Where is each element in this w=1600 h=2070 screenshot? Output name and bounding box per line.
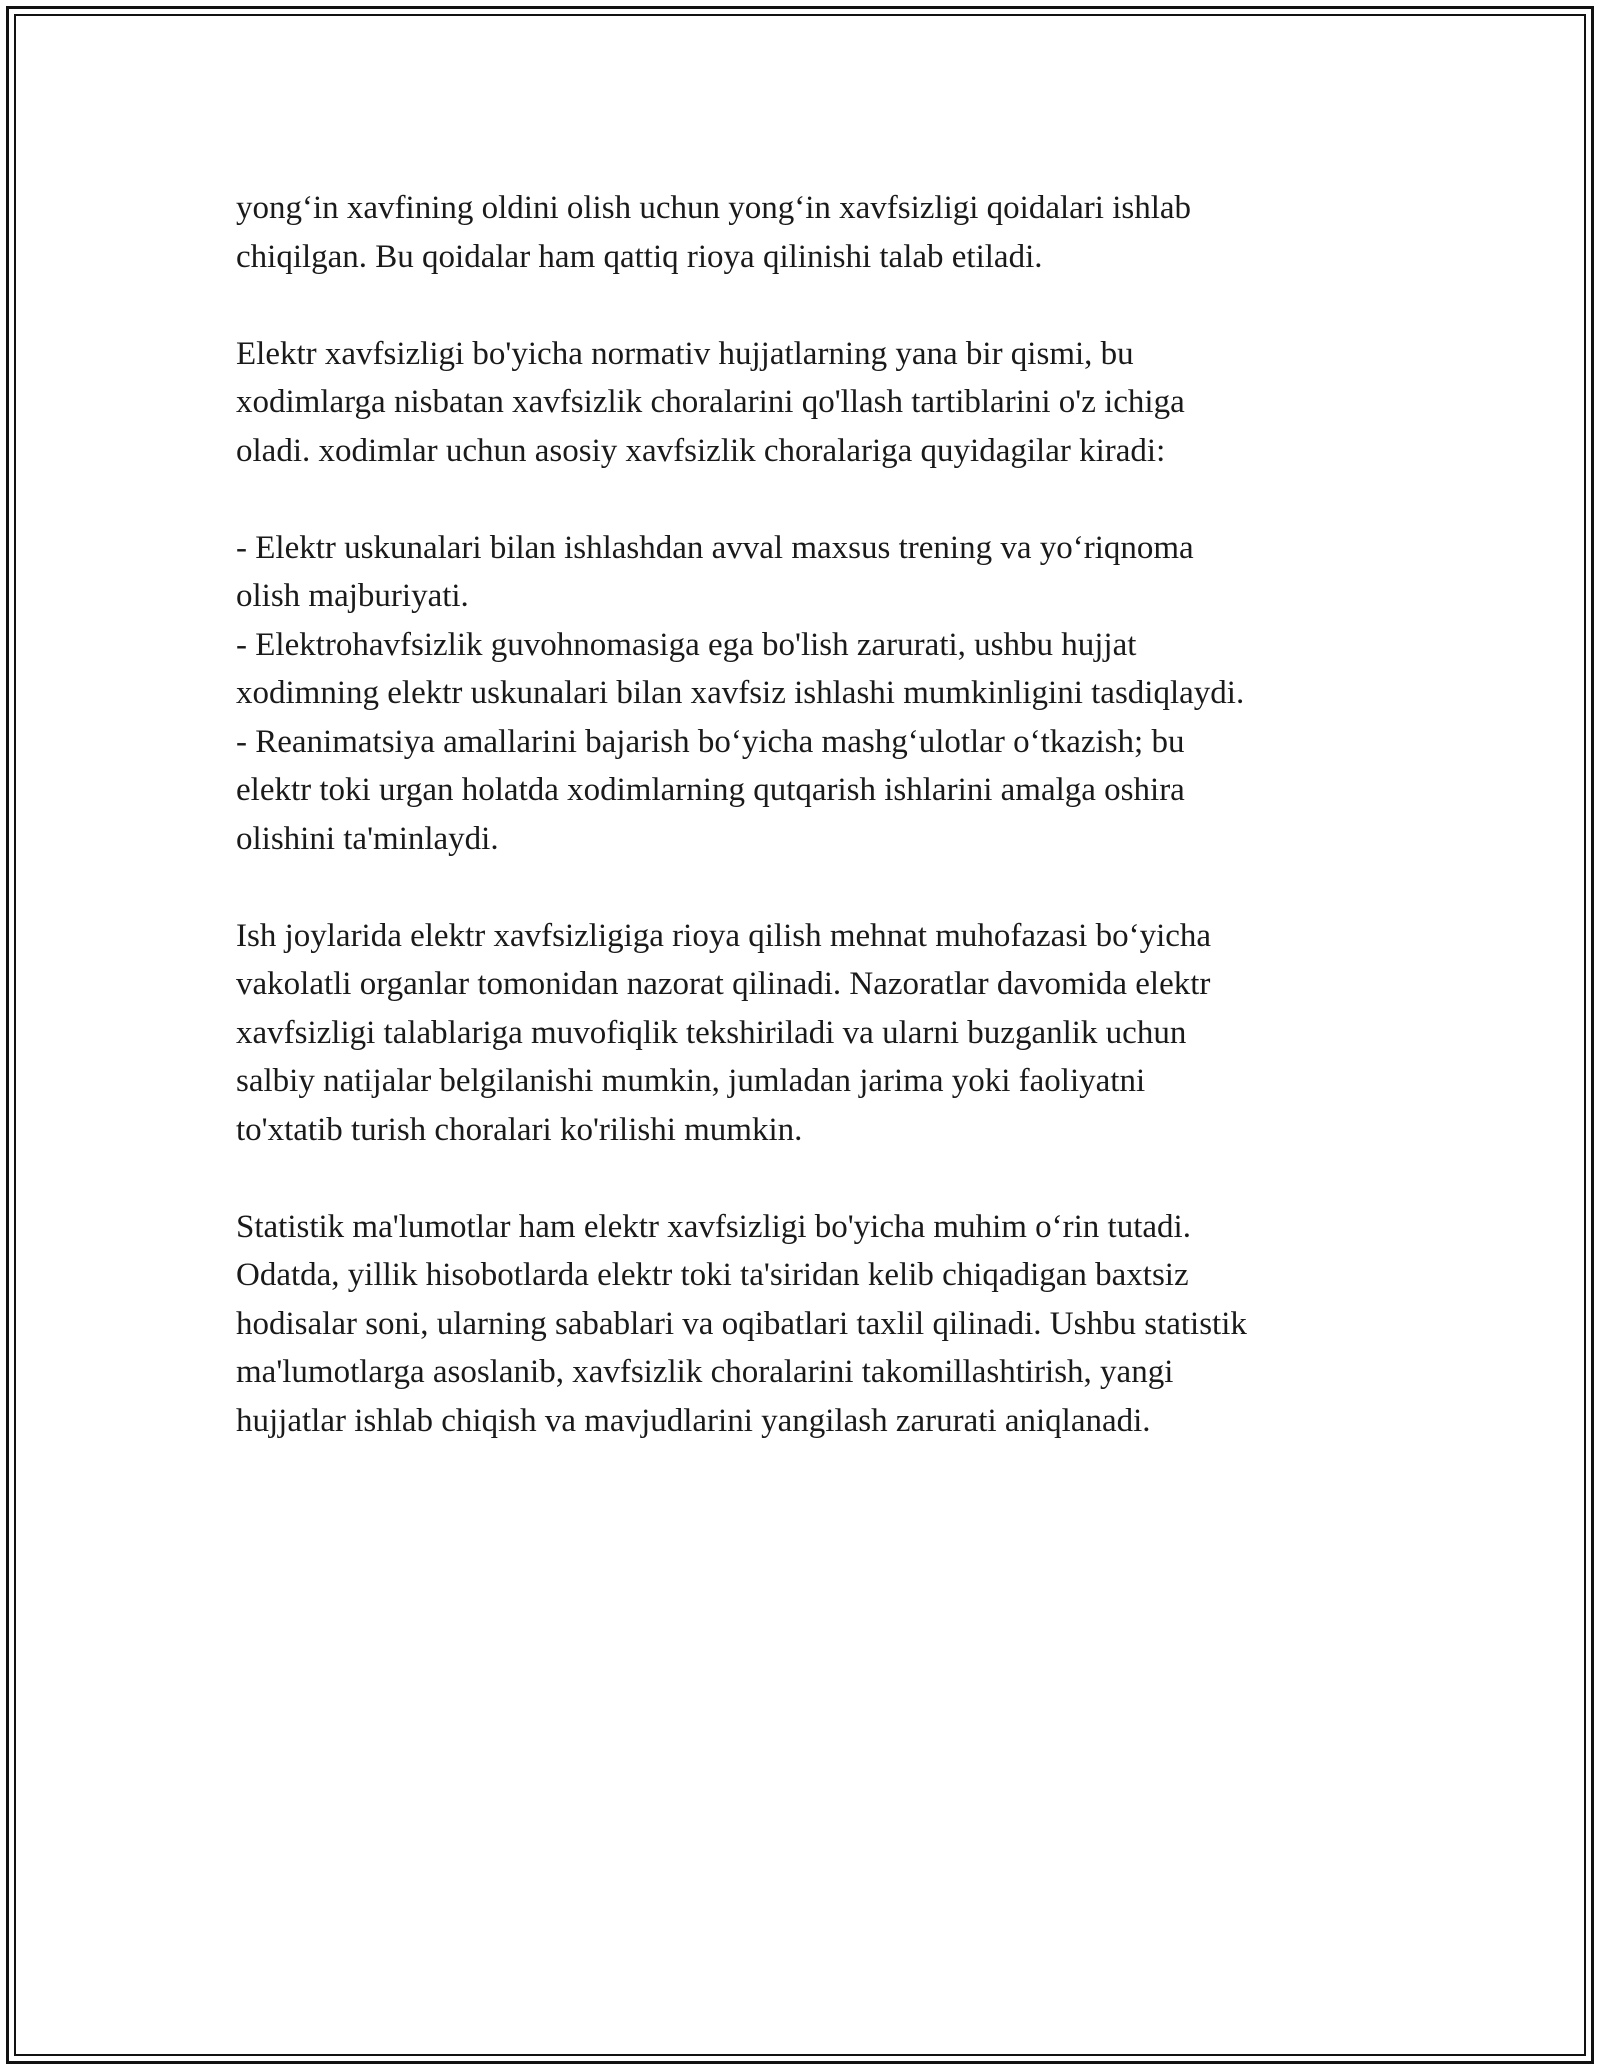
paragraph-gap: [236, 475, 1396, 524]
paragraph-workplace-control: [236, 912, 1396, 1155]
list-item-line: - Elektr uskunalari bilan ishlashdan avval maxsus trening va yo‘riqnoma: [236, 529, 1194, 566]
paragraph-safety-measures-list: [236, 524, 1396, 864]
text-line: ma'lumotlarga asoslanib, xavfsizlik choralarini takomillashtirish, yangi: [236, 1354, 1174, 1390]
paragraph-statistics: [236, 1203, 1396, 1446]
text-line: hodisalar soni, ularning sabablari va oqibatlari taxlil qilinadi. Ushbu statistik: [236, 1305, 1247, 1342]
list-item-line: - Reanimatsiya amallarini bajarish bo‘yicha mashg‘ulotlar o‘tkazish; bu: [236, 723, 1185, 760]
text-line: hujjatlar ishlab chiqish va mavjudlarini yangilash zarurati aniqlanadi.: [236, 1402, 1151, 1439]
text-line: oladi. xodimlar uchun asosiy xavfsizlik choralariga quyidagilar kiradi:: [236, 432, 1166, 469]
list-item-line: olishini ta'minlaydi.: [236, 820, 499, 857]
paragraph-normative-documents: [236, 330, 1396, 476]
text-line: Elektr xavfsizligi bo'yicha normativ hujjatlarning yana bir qismi, bu: [236, 335, 1134, 372]
text-line: to'xtatib turish choralari ko'rilishi mumkin.: [236, 1111, 803, 1148]
text-line: Statistik ma'lumotlar ham elektr xavfsizligi bo'yicha muhim o‘rin tutadi.: [236, 1208, 1191, 1245]
text-line: yong‘in xavfining oldini olish uchun yong‘in xavfsizligi qoidalari ishlab: [236, 190, 1192, 226]
text-line: Odatda, yillik hisobotlarda elektr toki ta'siridan kelib chiqadigan baxtsiz: [236, 1257, 1189, 1293]
document-body: [236, 184, 1396, 1445]
text-line: vakolatli organlar tomonidan nazorat qilinadi. Nazoratlar davomida elektr: [236, 966, 1211, 1002]
text-line: salbiy natijalar belgilanishi mumkin, jumladan jarima yoki faoliyatni: [236, 1063, 1146, 1099]
paragraph-fire-safety: [236, 184, 1396, 281]
text-line: chiqilgan. Bu qoidalar ham qattiq rioya qilinishi talab etiladi.: [236, 238, 1043, 275]
list-item-line: xodimning elektr uskunalari bilan xavfsiz ishlashi mumkinligini tasdiqlaydi.: [236, 675, 1245, 711]
list-item-line: elektr toki urgan holatda xodimlarning qutqarish ishlarini amalga oshira: [236, 772, 1185, 808]
text-line: Ish joylarida elektr xavfsizligiga rioya qilish mehnat muhofazasi bo‘yicha: [236, 917, 1212, 954]
paragraph-gap: [236, 863, 1396, 912]
list-item-line: olish majburiyati.: [236, 578, 469, 614]
paragraph-gap: [236, 1154, 1396, 1203]
text-line: xavfsizligi talablariga muvofiqlik tekshiriladi va ularni buzganlik uchun: [236, 1014, 1187, 1051]
paragraph-gap: [236, 281, 1396, 330]
list-item-line: - Elektrohavfsizlik guvohnomasiga ega bo'lish zarurati, ushbu hujjat: [236, 626, 1137, 663]
text-line: xodimlarga nisbatan xavfsizlik choralarini qo'llash tartiblarini o'z ichiga: [236, 384, 1185, 420]
